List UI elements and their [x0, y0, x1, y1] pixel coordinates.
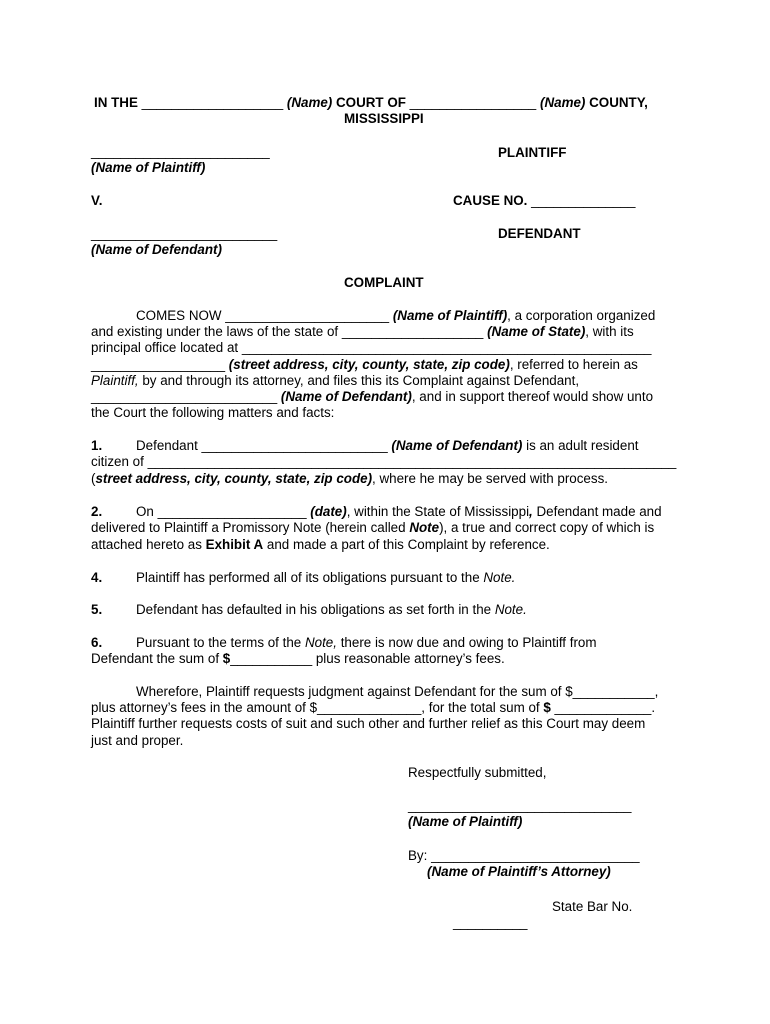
paragraph-text: delivered to Plaintiff a Promissory Note (herein called — [91, 520, 410, 535]
plaintiff-signature-name: (Name of Plaintiff) — [408, 814, 523, 829]
paragraph-6-line-1 — [136, 635, 597, 651]
dollar-sign: $ — [543, 700, 551, 715]
intro-line-7: the Court the following matters and facts: — [91, 405, 335, 420]
address-placeholder: (street address, city, county, state, zip code) — [228, 357, 510, 372]
intro-line-6 — [91, 389, 653, 405]
intro-text: , and in support thereof would show unto — [411, 389, 654, 404]
intro-text: COMES NOW ______________________ — [136, 308, 393, 323]
paragraph-5-number: 5. — [91, 602, 103, 617]
paragraph-text: Defendant made and — [532, 504, 662, 519]
intro-text: and existing under the laws of the state of ___________________ — [91, 324, 488, 339]
intro-text: __________________ — [91, 357, 229, 372]
paragraph-text: ( — [91, 471, 96, 486]
court-of-label: COURT OF — [336, 95, 406, 110]
attorney-signature-name: (Name of Plaintiff’s Attorney) — [427, 864, 611, 879]
state-bar-label: State Bar No. — [552, 899, 633, 914]
paragraph-text: Pursuant to the terms of the — [136, 635, 305, 650]
plaintiff-term: Plaintiff, — [91, 373, 139, 388]
court-name-placeholder: (Name) — [286, 95, 333, 110]
paragraph-text: _____________. — [550, 700, 656, 715]
caption-state: MISSISSIPPI — [344, 111, 424, 126]
paragraph-text: Defendant _________________________ — [136, 438, 392, 453]
paragraph-6-line-2 — [91, 651, 505, 667]
state-placeholder: (Name of State) — [487, 324, 586, 339]
paragraph-text: , within the State of Mississippi — [346, 504, 530, 519]
paragraph-comma: , — [529, 504, 533, 519]
cause-no-label: CAUSE NO. — [453, 193, 528, 208]
paragraph-1-line-3 — [91, 471, 608, 487]
paragraph-4-text — [136, 570, 515, 586]
in-the-label: IN THE — [94, 95, 138, 110]
paragraph-text: ___________ plus reasonable attorney’s fees. — [230, 651, 505, 666]
note-term: Note — [409, 520, 440, 535]
county-label: COUNTY, — [589, 95, 648, 110]
defendant-placeholder: (Name of Defendant) — [280, 389, 412, 404]
paragraph-text: ), a true and correct copy of which is — [439, 520, 655, 535]
paragraph-1-line-2: citizen of _______________________________________________________________________ — [91, 454, 677, 469]
defendant-name-blank: _________________________ — [91, 226, 278, 241]
paragraph-text: Defendant the sum of — [91, 651, 223, 666]
paragraph-text: , where he may be served with process. — [372, 471, 608, 486]
dollar-sign: $ — [222, 651, 231, 666]
paragraph-text: On ____________________ — [136, 504, 311, 519]
wherefore-line-4: just and proper. — [91, 733, 184, 748]
respectfully-submitted: Respectfully submitted, — [408, 765, 547, 780]
defendant-placeholder: (Name of Defendant) — [391, 438, 523, 453]
plaintiff-placeholder: (Name of Plaintiff) — [392, 308, 508, 323]
date-placeholder: (date) — [310, 504, 347, 519]
intro-line-5 — [91, 373, 579, 389]
caption-line-1 — [94, 95, 648, 111]
wherefore-line-3: Plaintiff further requests costs of suit and such other and further relief as this Court may deem — [91, 716, 646, 731]
intro-text: , a corporation organized — [507, 308, 656, 323]
paragraph-text: is an adult resident — [522, 438, 639, 453]
county-name-placeholder: (Name) — [540, 95, 586, 110]
intro-line-1 — [136, 308, 655, 324]
paragraph-text: plus attorney’s fees in the amount of $______________, for the total sum of — [91, 700, 544, 715]
cause-number — [453, 193, 635, 209]
defendant-label: DEFENDANT — [498, 226, 581, 241]
court-name-blank: ___________________ — [141, 95, 284, 110]
paragraph-2-number: 2. — [91, 504, 103, 519]
wherefore-line-2 — [91, 700, 655, 716]
paragraph-1-number: 1. — [91, 438, 103, 453]
paragraph-1-line-1 — [136, 438, 639, 454]
paragraph-5-text — [136, 602, 527, 618]
paragraph-text: there is now due and owing to Plaintiff from — [336, 635, 597, 650]
intro-line-2 — [91, 324, 634, 340]
intro-text: _________________________ — [91, 389, 281, 404]
paragraph-text: and made a part of this Complaint by reference. — [263, 537, 550, 552]
document-title: COMPLAINT — [344, 275, 424, 290]
intro-line-3: principal office located at _______________________________________________________ — [91, 340, 652, 355]
paragraph-6-number: 6. — [91, 635, 103, 650]
county-name-blank: _________________ — [409, 95, 537, 110]
note-term: Note. — [483, 570, 516, 585]
state-bar-blank: __________ — [453, 915, 528, 930]
defendant-name-placeholder: (Name of Defendant) — [91, 242, 222, 257]
plaintiff-signature-line: ______________________________ — [408, 798, 632, 813]
paragraph-text: Defendant has defaulted in his obligations as set forth in the — [136, 602, 495, 617]
versus-label: V. — [91, 193, 103, 208]
attorney-signature-line: By: ____________________________ — [408, 848, 640, 863]
plaintiff-name-placeholder: (Name of Plaintiff) — [91, 160, 206, 175]
intro-text: , with its — [585, 324, 634, 339]
paragraph-text: attached hereto as — [91, 537, 206, 552]
cause-no-blank: ______________ — [531, 193, 636, 208]
exhibit-term: Exhibit A — [205, 537, 264, 552]
note-term: Note. — [494, 602, 527, 617]
intro-line-4 — [91, 357, 638, 373]
paragraph-2-line-1 — [136, 504, 662, 520]
paragraph-2-line-2 — [91, 520, 654, 536]
paragraph-2-line-3 — [91, 537, 550, 553]
paragraph-text: Plaintiff has performed all of its obligations pursuant to the — [136, 570, 484, 585]
plaintiff-label: PLAINTIFF — [498, 145, 567, 160]
paragraph-4-number: 4. — [91, 570, 103, 585]
intro-text: , referred to herein as — [509, 357, 638, 372]
wherefore-line-1: Wherefore, Plaintiff requests judgment against Defendant for the sum of $___________, — [136, 684, 659, 699]
intro-text: by and through its attorney, and files this its Complaint against Defendant, — [138, 373, 580, 388]
note-term: Note, — [304, 635, 337, 650]
address-placeholder: street address, city, county, state, zip code) — [95, 471, 373, 486]
plaintiff-name-blank: ________________________ — [91, 144, 270, 159]
